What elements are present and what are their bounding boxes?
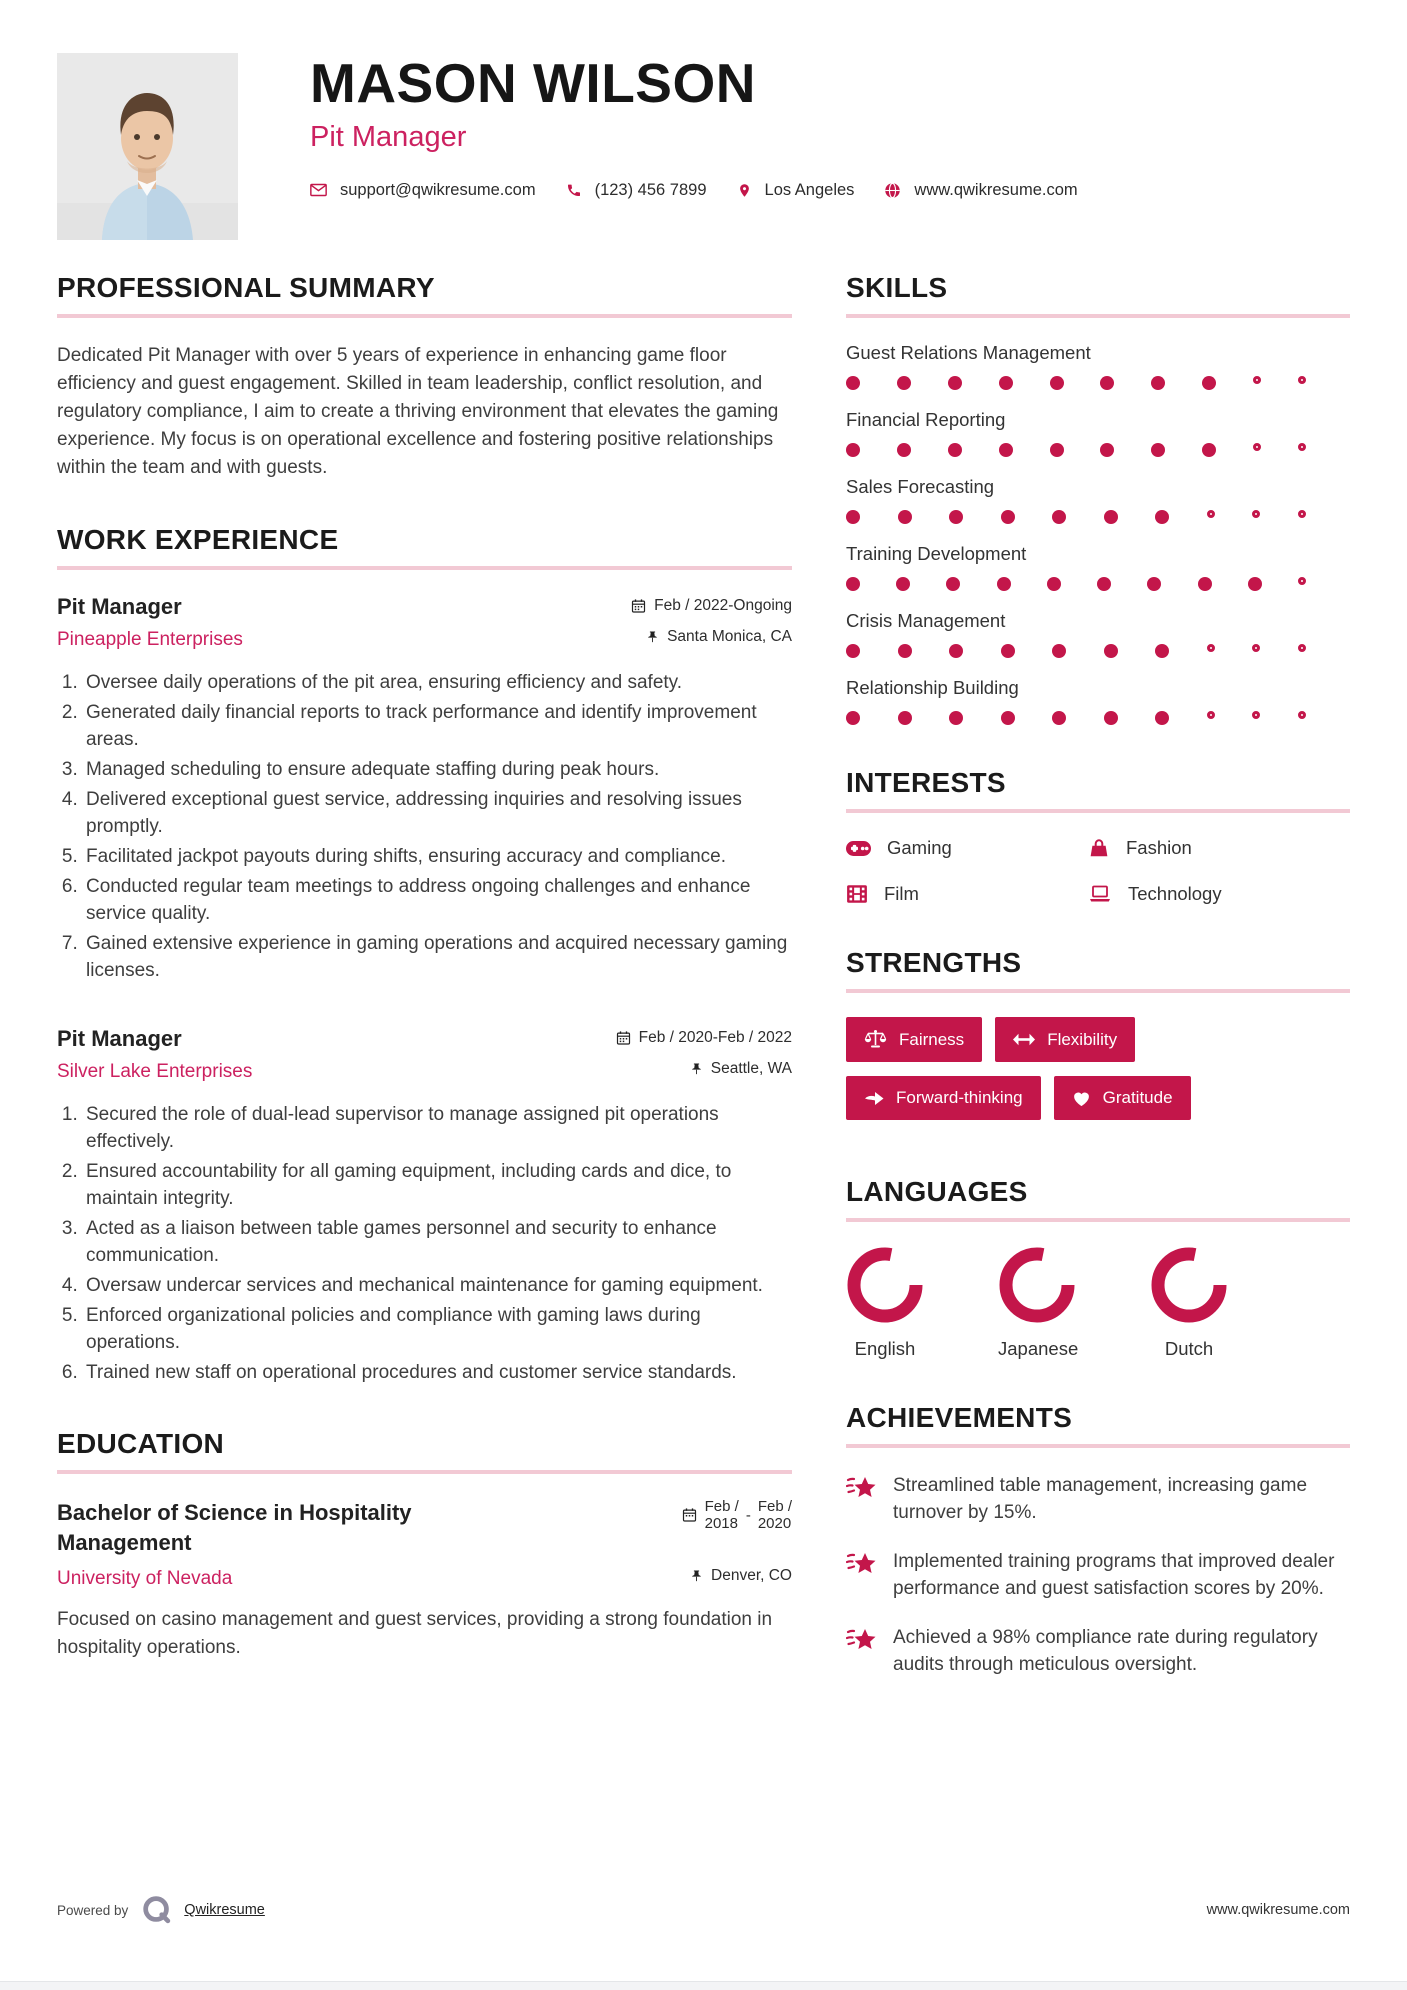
skill-dot-filled: [948, 443, 962, 457]
qwikresume-logo-icon: [140, 1893, 174, 1927]
calendar-icon: [631, 598, 646, 614]
achievement-text: Achieved a 98% compliance rate during regulatory audits through meticulous oversight.: [893, 1627, 1318, 1675]
contact-website[interactable]: [884, 181, 1077, 200]
phone-icon: [566, 182, 582, 198]
scales-icon: [864, 1029, 887, 1050]
skill-item: [846, 677, 1350, 725]
skill-level-dots: [846, 711, 1306, 725]
job-title: Pit Manager: [57, 594, 182, 619]
section-divider: [846, 1218, 1350, 1222]
pushpin-icon: [690, 1568, 703, 1584]
section-skills: [846, 272, 1350, 725]
header: [57, 53, 1108, 240]
education-location: [690, 1567, 792, 1585]
skill-dot-empty: [1207, 711, 1215, 719]
job-date: [631, 597, 792, 615]
powered-by-label: Powered by: [57, 1902, 129, 1918]
skill-dot-filled: [1155, 644, 1169, 658]
job-location: [646, 628, 792, 646]
job-bullet: 4. Delivered exceptional guest service, addressing inquiries and resolving issues promptly.: [83, 786, 792, 840]
contact-row: [310, 181, 1108, 200]
strength-tag: [846, 1017, 982, 1062]
interest-label: Fashion: [1126, 837, 1192, 858]
language-gauge: [1150, 1246, 1228, 1324]
footer: [57, 1893, 1350, 1927]
skill-level-dots: [846, 510, 1306, 524]
skill-dot-filled: [1052, 644, 1066, 658]
language-label: Japanese: [998, 1338, 1079, 1359]
job-location: [690, 1060, 792, 1078]
pushpin-icon: [690, 1061, 703, 1077]
skill-dot-filled: [898, 711, 912, 725]
skill-dot-filled: [1052, 711, 1066, 725]
skill-dot-filled: [1104, 644, 1118, 658]
handbag-icon: [1088, 837, 1110, 859]
section-divider: [846, 989, 1350, 993]
section-divider: [846, 809, 1350, 813]
skill-item: [846, 543, 1350, 591]
skill-dot-filled: [997, 577, 1011, 591]
strengths-heading: STRENGTHS: [846, 947, 1022, 978]
job-bullet: 6. Trained new staff on operational procedures and customer service standards.: [83, 1359, 792, 1386]
language-label: English: [854, 1338, 916, 1359]
strength-tag: [1054, 1076, 1191, 1120]
section-interests: [846, 767, 1350, 905]
education-school: University of Nevada: [57, 1568, 233, 1589]
skill-label: Financial Reporting: [846, 409, 1006, 430]
education-date-from-top: Feb /: [704, 1498, 739, 1515]
skill-label: Sales Forecasting: [846, 476, 995, 497]
education-heading: EDUCATION: [57, 1428, 225, 1459]
person-title: Pit Manager: [310, 120, 467, 153]
content-columns: [57, 272, 1350, 1720]
languages-heading: LANGUAGES: [846, 1176, 1028, 1207]
interest-item: [1088, 883, 1330, 905]
job-company: Silver Lake Enterprises: [57, 1061, 253, 1082]
job-date-text: Feb / 2020-Feb / 2022: [638, 1029, 792, 1046]
skill-dot-empty: [1298, 443, 1306, 451]
skill-dot-filled: [846, 644, 860, 658]
skill-dot-empty: [1253, 443, 1261, 451]
skill-dot-filled: [846, 577, 860, 591]
interests-heading: INTERESTS: [846, 767, 1006, 798]
skill-dot-filled: [1155, 711, 1169, 725]
skill-dot-filled: [1100, 376, 1114, 390]
job-bullet: 3. Acted as a liaison between table games personnel and security to enhance communication.: [83, 1215, 792, 1269]
qwikresume-link[interactable]: Qwikresume: [184, 1902, 265, 1918]
job-bullet: 7. Gained extensive experience in gaming operations and acquired necessary gaming licenses.: [83, 930, 792, 984]
skill-dot-filled: [898, 644, 912, 658]
contact-website-text[interactable]: www.qwikresume.com: [914, 180, 1078, 199]
right-column: [846, 272, 1350, 1720]
skill-dot-empty: [1298, 510, 1306, 518]
achievement-item: [846, 1624, 1350, 1678]
skills-heading: SKILLS: [846, 272, 948, 303]
achievement-text: Implemented training programs that improved dealer performance and guest satisfaction scores by 20%.: [893, 1551, 1335, 1599]
section-languages: [846, 1176, 1350, 1360]
skill-label: Crisis Management: [846, 610, 1006, 631]
skill-dot-filled: [1001, 711, 1015, 725]
education-date-separator: -: [745, 1506, 751, 1524]
calendar-icon: [682, 1507, 697, 1523]
skill-dot-filled: [1202, 443, 1216, 457]
job-bullet: 2. Generated daily financial reports to track performance and identify improvement areas.: [83, 699, 792, 753]
language-item: [1150, 1246, 1228, 1360]
education-date-from-bottom: 2018: [704, 1515, 738, 1532]
job-bullet: 5. Facilitated jackpot payouts during shifts, ensuring accuracy and compliance.: [83, 843, 792, 870]
skill-item: [846, 610, 1350, 658]
education-location-text: Denver, CO: [711, 1567, 792, 1584]
skill-dot-filled: [1050, 443, 1064, 457]
skill-dot-filled: [949, 711, 963, 725]
skill-dot-empty: [1207, 644, 1215, 652]
strength-label: Flexibility: [1047, 1029, 1118, 1049]
skill-dot-filled: [999, 376, 1013, 390]
job-entry: [57, 1026, 792, 1386]
contact-email[interactable]: [310, 181, 536, 200]
achievement-item: [846, 1548, 1350, 1602]
job-date: [616, 1029, 792, 1047]
person-name: MASON WILSON: [310, 52, 756, 114]
section-divider: [846, 314, 1350, 318]
skill-dot-filled: [949, 510, 963, 524]
skill-dot-filled: [1052, 510, 1066, 524]
section-education: [57, 1428, 792, 1662]
job-bullets: [57, 669, 792, 984]
skill-dot-filled: [1001, 644, 1015, 658]
skill-dot-empty: [1252, 510, 1260, 518]
skill-dot-filled: [896, 577, 910, 591]
strength-label: Forward-thinking: [896, 1088, 1023, 1107]
education-date-to-top: Feb /: [757, 1498, 792, 1515]
section-divider: [57, 1470, 792, 1474]
education-description: Focused on casino management and guest services, providing a strong foundation in hospitality operations.: [57, 1609, 773, 1658]
strength-tag: [846, 1076, 1041, 1120]
summary-text: Dedicated Pit Manager with over 5 years of experience in enhancing game floor efficiency and guest engagement. Skilled in team leadership, conflict resolution, and regulatory compliance, I aim to create a thriving environment that elevates the gaming experience. My focus is on operational excellence and fostering positive relationships within the team and with guests.: [57, 345, 779, 478]
experience-heading: WORK EXPERIENCE: [57, 524, 339, 555]
shooting-star-icon: [846, 1626, 878, 1678]
education-date: [682, 1498, 792, 1532]
education-degree: Bachelor of Science in Hospitality Management: [57, 1500, 412, 1555]
skill-dot-filled: [999, 443, 1013, 457]
interest-label: Film: [884, 883, 919, 904]
section-divider: [57, 314, 792, 318]
job-bullet: 3. Managed scheduling to ensure adequate staffing during peak hours.: [83, 756, 792, 783]
section-professional-summary: [57, 272, 792, 482]
job-bullet: 2. Ensured accountability for all gaming equipment, including cards and dice, to maintain integrity.: [83, 1158, 792, 1212]
achievements-heading: ACHIEVEMENTS: [846, 1402, 1073, 1433]
skill-dot-filled: [846, 443, 860, 457]
skill-dot-filled: [1198, 577, 1212, 591]
job-bullet: 1. Secured the role of dual-lead supervisor to manage assigned pit operations effectively.: [83, 1101, 792, 1155]
arrow-right-icon: [864, 1091, 884, 1106]
skill-dot-filled: [1151, 443, 1165, 457]
summary-heading: PROFESSIONAL SUMMARY: [57, 272, 435, 303]
skill-dot-empty: [1207, 510, 1215, 518]
job-bullet: 5. Enforced organizational policies and compliance with gaming laws during operations.: [83, 1302, 792, 1356]
skill-dot-empty: [1252, 711, 1260, 719]
film-icon: [846, 883, 868, 905]
skill-label: Guest Relations Management: [846, 342, 1091, 363]
education-date-to-bottom: 2020: [757, 1515, 792, 1532]
heart-icon: [1072, 1090, 1091, 1107]
skill-dot-filled: [1147, 577, 1161, 591]
skill-dot-filled: [897, 443, 911, 457]
shooting-star-icon: [846, 1474, 878, 1526]
arrows-left-right-icon: [1013, 1033, 1035, 1046]
contact-email-text[interactable]: support@qwikresume.com: [340, 180, 536, 199]
skill-dot-filled: [1050, 376, 1064, 390]
skill-dot-filled: [946, 577, 960, 591]
globe-icon: [884, 182, 901, 199]
skill-dot-empty: [1298, 644, 1306, 652]
skill-dot-filled: [1151, 376, 1165, 390]
job-location-text: Seattle, WA: [710, 1060, 792, 1077]
skill-dot-filled: [1202, 376, 1216, 390]
job-title: Pit Manager: [57, 1026, 182, 1051]
footer-website: www.qwikresume.com: [1206, 1902, 1350, 1918]
shooting-star-icon: [846, 1550, 878, 1602]
language-gauge: [846, 1246, 924, 1324]
contact-phone: [566, 181, 707, 200]
skill-label: Training Development: [846, 543, 1027, 564]
pushpin-icon: [646, 629, 659, 645]
job-date-text: Feb / 2022-Ongoing: [654, 597, 792, 614]
job-location-text: Santa Monica, CA: [667, 628, 792, 645]
skill-dot-filled: [1097, 577, 1111, 591]
contact-phone-text: (123) 456 7899: [594, 180, 707, 199]
contact-location-text: Los Angeles: [764, 180, 855, 199]
interest-item: [846, 837, 1088, 859]
job-bullets: [57, 1101, 792, 1386]
skill-dot-filled: [1047, 577, 1061, 591]
skill-dot-filled: [1104, 711, 1118, 725]
section-divider: [846, 1444, 1350, 1448]
skill-dot-filled: [1155, 510, 1169, 524]
job-entry: [57, 594, 792, 984]
skill-level-dots: [846, 577, 1306, 591]
language-gauge: [998, 1246, 1076, 1324]
skill-level-dots: [846, 644, 1306, 658]
section-work-experience: [57, 524, 792, 1386]
calendar-icon: [616, 1030, 631, 1046]
section-strengths: [846, 947, 1350, 1134]
job-company: Pineapple Enterprises: [57, 629, 243, 650]
skill-dot-filled: [1248, 577, 1262, 591]
skill-dot-filled: [1104, 510, 1118, 524]
skill-label: Relationship Building: [846, 677, 1019, 698]
skill-dot-filled: [846, 711, 860, 725]
skill-level-dots: [846, 376, 1306, 390]
interest-label: Technology: [1128, 883, 1222, 904]
skill-item: [846, 342, 1350, 390]
strength-tag: [995, 1017, 1135, 1062]
skill-dot-filled: [897, 376, 911, 390]
strength-label: Gratitude: [1102, 1088, 1173, 1107]
interest-item: [846, 883, 1088, 905]
left-column: [57, 272, 792, 1720]
achievement-text: Streamlined table management, increasing game turnover by 15%.: [893, 1475, 1308, 1523]
language-item: [846, 1246, 924, 1360]
skill-dot-empty: [1252, 644, 1260, 652]
interest-item: [1088, 837, 1330, 859]
laptop-icon: [1088, 885, 1112, 903]
job-bullet: 1. Oversee daily operations of the pit area, ensuring efficiency and safety.: [83, 669, 792, 696]
skill-dot-empty: [1298, 577, 1306, 585]
skill-dot-filled: [846, 510, 860, 524]
contact-location: [737, 181, 855, 200]
header-identity: [310, 53, 1108, 200]
profile-photo: [57, 53, 238, 240]
skill-dot-filled: [1001, 510, 1015, 524]
language-item: [998, 1246, 1079, 1360]
section-divider: [57, 566, 792, 570]
mail-icon: [310, 183, 327, 197]
skill-item: [846, 409, 1350, 457]
achievement-item: [846, 1472, 1350, 1526]
page-bottom-edge: [0, 1981, 1407, 1990]
skill-item: [846, 476, 1350, 524]
job-bullet: 4. Oversaw undercar services and mechanical maintenance for gaming equipment.: [83, 1272, 792, 1299]
strength-label: Fairness: [899, 1029, 965, 1049]
job-bullet: 6. Conducted regular team meetings to address ongoing challenges and enhance service quality.: [83, 873, 792, 927]
language-label: Dutch: [1164, 1338, 1214, 1359]
skill-dot-filled: [948, 376, 962, 390]
skill-dot-empty: [1298, 376, 1306, 384]
skill-dot-empty: [1253, 376, 1261, 384]
gamepad-icon: [846, 840, 871, 857]
skill-level-dots: [846, 443, 1306, 457]
skill-dot-filled: [1100, 443, 1114, 457]
skill-dot-filled: [898, 510, 912, 524]
interest-label: Gaming: [887, 837, 952, 858]
section-achievements: [846, 1402, 1350, 1678]
map-pin-icon: [737, 182, 752, 199]
skill-dot-filled: [949, 644, 963, 658]
skill-dot-empty: [1298, 711, 1306, 719]
skill-dot-filled: [846, 376, 860, 390]
